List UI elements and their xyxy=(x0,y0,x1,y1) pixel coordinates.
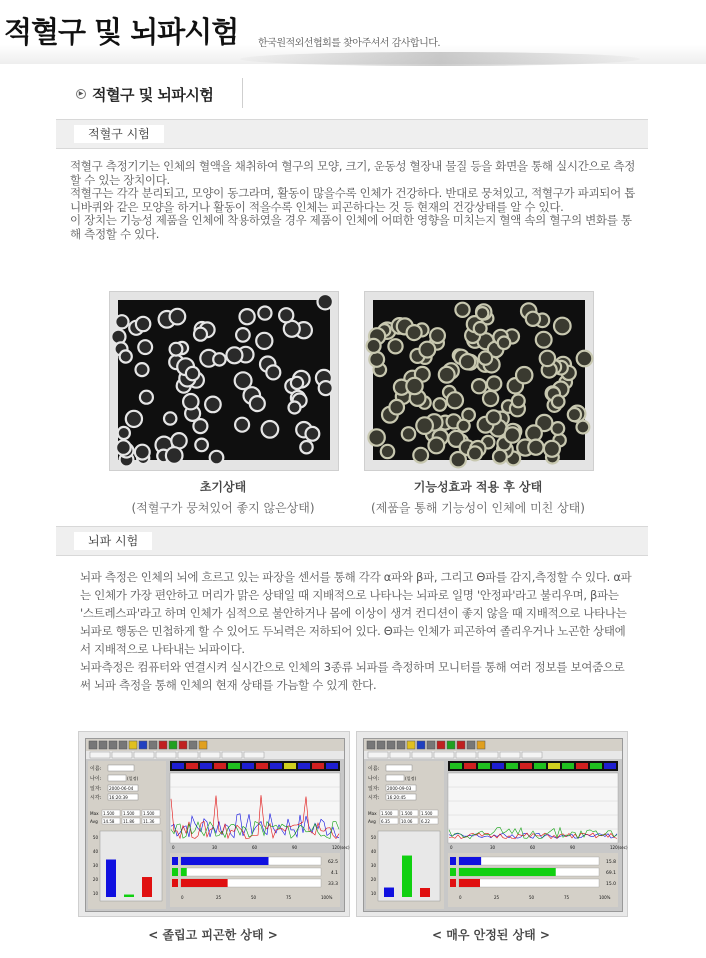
blood-cell xyxy=(458,420,470,432)
spectrum-segment xyxy=(186,763,198,769)
blood-cell xyxy=(483,391,498,406)
blood-cell xyxy=(256,333,272,349)
blood-cell xyxy=(300,441,312,453)
max-value: 1.500 xyxy=(123,811,135,816)
blood-cell xyxy=(474,322,487,335)
blood-cell xyxy=(266,365,280,379)
time-label: 시각: xyxy=(90,795,102,801)
blood-cell xyxy=(402,427,415,440)
ratio-tick-label: 100% xyxy=(321,895,333,900)
tab-eeg[interactable]: 뇌파 시험 xyxy=(74,532,152,550)
ratio-symbol xyxy=(172,857,178,865)
blood-cell xyxy=(170,309,186,325)
blood-cell-image xyxy=(118,300,330,460)
eeg-window-svg xyxy=(364,739,628,911)
blood-cell xyxy=(505,427,520,442)
ratio-bar-α xyxy=(181,868,187,876)
blood-cell xyxy=(183,394,198,409)
age-label: 나이: xyxy=(90,776,102,782)
blood-cell xyxy=(536,332,552,348)
x-tick-label: 90 xyxy=(292,845,298,850)
blood-cell xyxy=(210,451,224,465)
blood-cell xyxy=(306,427,320,441)
window-tab[interactable] xyxy=(90,752,110,758)
date-label: 일자: xyxy=(90,786,102,792)
blood-cell xyxy=(487,410,501,424)
blood-cell xyxy=(250,396,265,411)
toolbar-button[interactable] xyxy=(447,741,455,749)
toolbar-button[interactable] xyxy=(407,741,415,749)
age-field[interactable] xyxy=(108,775,126,781)
spectrum-segment xyxy=(270,763,282,769)
blood-cell xyxy=(120,350,132,362)
blood-cell xyxy=(291,377,303,389)
blood-cell xyxy=(205,397,221,413)
ratio-value: 15.0 xyxy=(605,882,616,887)
blood-cell xyxy=(540,351,555,366)
page-title: 적혈구 및 뇌파시험 xyxy=(92,86,214,104)
name-field[interactable] xyxy=(386,765,412,771)
window-tab[interactable] xyxy=(134,752,154,758)
window-tab[interactable] xyxy=(200,752,220,758)
toolbar-button[interactable] xyxy=(109,741,117,749)
blood-cell xyxy=(235,418,249,432)
rbc-photo-after xyxy=(364,291,594,471)
y-tick-label: 40 xyxy=(370,849,376,854)
toolbar-button[interactable] xyxy=(387,741,395,749)
x-tick-label: 90 xyxy=(570,845,576,850)
blood-cell xyxy=(528,440,543,455)
y-tick-label: 20 xyxy=(370,877,376,882)
ratio-bar-β xyxy=(459,857,481,865)
blood-cell xyxy=(126,411,142,427)
age-value: (일정) xyxy=(127,776,139,781)
blood-cells xyxy=(373,300,585,460)
blood-cell xyxy=(164,412,176,424)
spectrum-segment xyxy=(298,763,310,769)
rbc-caption-after xyxy=(354,478,602,516)
spectrum-segment xyxy=(464,763,476,769)
spectrum-segment xyxy=(450,763,462,769)
eeg-paragraph: 뇌파 측정은 인체의 뇌에 흐르고 있는 파장을 센서를 통해 각각 α파와 β파, 그리고 Θ파를 감지,측정할 수 있다. α파는 인체가 가장 편안하고 머리가 맑은 상태일 때 지배적으로 나타나는 뇌파로 일명 '안정파'라고 불리우며, β파는 '스트레스파'라고 하며 인체가 심적으로 불안하거나 몸에 이상이 생겨 컨디션이 좋지 않을 때 지배적으로 나타나는 뇌파로 행동은 민첩하게 할 수 있어도 두뇌력은 저하되어 있다. Θ파는 인체가 피곤하여 졸리우거나 노곤한 상태에서 지배적으로 나타내는 뇌파이다. 뇌파측정은 컴퓨터와 연결시켜 실시간으로 인체의 3종류 뇌파를 측정하며 모니터를 통해 여러 정보를 보여줌으로써 뇌파 측정을 통해 인체의 현재 상태를 가늠할 수 있게 한다. xyxy=(80,570,632,692)
caption-title: 초기상태 xyxy=(199,480,247,494)
blood-cell xyxy=(318,294,333,309)
blood-cell xyxy=(487,376,501,390)
spectrum-segment xyxy=(492,763,504,769)
toolbar-button[interactable] xyxy=(367,741,375,749)
blood-cell xyxy=(406,378,422,394)
ratio-symbol xyxy=(450,857,456,865)
toolbar-button[interactable] xyxy=(139,741,147,749)
y-tick-label: 10 xyxy=(92,891,98,896)
max-value: 1.500 xyxy=(401,811,413,816)
blood-cell xyxy=(498,337,511,350)
header-banner xyxy=(0,0,706,64)
blood-cell xyxy=(526,312,540,326)
eeg-screenshot-tired xyxy=(78,731,350,917)
blood-cell xyxy=(368,429,384,445)
play-circle-icon: ▶ xyxy=(76,89,86,99)
window-tab[interactable] xyxy=(478,752,498,758)
avg-value: 6.22 xyxy=(421,819,430,824)
ratio-symbol xyxy=(172,879,178,887)
toolbar-button[interactable] xyxy=(477,741,485,749)
blood-cell xyxy=(289,402,301,414)
blood-cell xyxy=(369,352,384,367)
blood-cell xyxy=(476,307,488,319)
spectrum-segment xyxy=(256,763,268,769)
wave-chart xyxy=(448,773,618,843)
y-tick-label: 50 xyxy=(370,835,376,840)
ratio-symbol xyxy=(450,879,456,887)
blood-cell xyxy=(115,315,128,328)
blood-cell xyxy=(434,398,447,411)
ratio-value: 62.5 xyxy=(327,860,338,865)
age-value: (일정) xyxy=(405,776,417,781)
ratio-bar-θ xyxy=(181,879,228,887)
x-tick-label: 120(sec) xyxy=(332,845,350,850)
blood-cell xyxy=(460,354,475,369)
blood-cell xyxy=(407,325,422,340)
blood-cell xyxy=(226,347,242,363)
window-tab[interactable] xyxy=(500,752,520,758)
site-title: 적혈구 및 뇌파시험 xyxy=(4,15,239,49)
y-tick-label: 30 xyxy=(370,863,376,868)
spectrum-segment xyxy=(534,763,546,769)
window-tab[interactable] xyxy=(368,752,388,758)
blood-cell xyxy=(116,440,131,455)
toolbar-button[interactable] xyxy=(89,741,97,749)
column-bar-θ xyxy=(142,877,152,897)
name-field[interactable] xyxy=(108,765,134,771)
blood-cell xyxy=(235,372,252,389)
blood-cell xyxy=(568,408,581,421)
date-label: 일자: xyxy=(368,786,380,792)
blood-cell xyxy=(240,309,255,324)
toolbar-button[interactable] xyxy=(99,741,107,749)
blood-cell xyxy=(262,421,279,438)
blood-cell xyxy=(136,317,150,331)
blood-cell xyxy=(258,307,271,320)
blood-cell xyxy=(455,303,469,317)
blood-cell xyxy=(135,445,150,460)
column-bar-β xyxy=(384,888,394,897)
toolbar-button[interactable] xyxy=(149,741,157,749)
site-tagline: 한국원적외선협회를 찾아주셔서 감사합니다. xyxy=(258,38,441,49)
ratio-track xyxy=(181,868,321,876)
blood-cells xyxy=(118,300,330,460)
window-tab[interactable] xyxy=(178,752,198,758)
blood-cell xyxy=(512,395,525,408)
x-tick-label: 60 xyxy=(252,845,258,850)
spectrum-segment xyxy=(562,763,574,769)
caption-note: (제품을 통해 기능성이 인체에 미친 상태) xyxy=(371,501,585,515)
toolbar-button[interactable] xyxy=(119,741,127,749)
spectrum-segment xyxy=(520,763,532,769)
caption-title: 기능성효과 적용 후 상태 xyxy=(413,480,543,494)
max-label: Max xyxy=(368,811,377,816)
blood-cell-image xyxy=(373,300,585,460)
section-bar-rbc xyxy=(56,119,648,149)
blood-cell xyxy=(367,339,381,353)
blood-cell xyxy=(140,391,153,404)
spectrum-segment xyxy=(506,763,518,769)
x-tick-label: 0 xyxy=(172,845,175,850)
avg-value: 11.36 xyxy=(143,819,155,824)
blood-cell xyxy=(388,339,402,353)
x-tick-label: 120(sec) xyxy=(610,845,628,850)
y-tick-label: 20 xyxy=(92,877,98,882)
ratio-value: 69.1 xyxy=(605,871,616,876)
blood-cell xyxy=(516,367,532,383)
x-tick-label: 30 xyxy=(212,845,218,850)
ratio-tick-label: 0 xyxy=(181,895,184,900)
banner-shadow xyxy=(240,52,640,66)
spectrum-segment xyxy=(312,763,324,769)
blood-cell xyxy=(118,427,130,439)
ratio-value: 4.1 xyxy=(330,871,338,876)
window-tab[interactable] xyxy=(244,752,264,758)
blood-cell xyxy=(194,328,207,341)
ratio-symbol xyxy=(450,868,456,876)
ratio-tick-label: 50 xyxy=(529,895,535,900)
toolbar-button[interactable] xyxy=(129,741,137,749)
blood-cell xyxy=(166,447,183,464)
blood-cell xyxy=(428,438,444,454)
avg-label: Avg xyxy=(368,819,376,824)
toolbar-button[interactable] xyxy=(427,741,435,749)
spectrum-segment xyxy=(172,763,184,769)
ratio-tick-label: 75 xyxy=(286,895,292,900)
blood-cell xyxy=(111,330,125,344)
spectrum-segment xyxy=(604,763,616,769)
rbc-photo-before xyxy=(109,291,339,471)
blood-cell xyxy=(136,363,149,376)
ratio-tick-label: 25 xyxy=(216,895,222,900)
toolbar-button[interactable] xyxy=(377,741,385,749)
y-tick-label: 50 xyxy=(92,835,98,840)
blood-cell xyxy=(236,328,250,342)
blood-cell xyxy=(389,400,404,415)
ratio-tick-label: 75 xyxy=(564,895,570,900)
spectrum-segment xyxy=(284,763,296,769)
blood-cell xyxy=(472,379,486,393)
toolbar-button[interactable] xyxy=(159,741,167,749)
avg-label: Avg xyxy=(90,819,98,824)
time-value: 16:20:39 xyxy=(109,795,128,800)
date-value: 2000-06-04 xyxy=(109,786,134,791)
toolbar-button[interactable] xyxy=(437,741,445,749)
ratio-value: 15.8 xyxy=(605,860,616,865)
caption-note: (적혈구가 뭉쳐있어 좋지 않은상태) xyxy=(131,501,315,515)
blood-cell xyxy=(381,445,394,458)
spectrum-segment xyxy=(326,763,338,769)
window-tab[interactable] xyxy=(156,752,176,758)
eeg-caption-tired: < 졸립고 피곤한 상태 > xyxy=(148,928,278,942)
time-value: 16:20:45 xyxy=(387,795,406,800)
window-tab[interactable] xyxy=(456,752,476,758)
blood-cell xyxy=(138,340,152,354)
max-value: 1.500 xyxy=(421,811,433,816)
blood-cell xyxy=(170,343,183,356)
ratio-bar-θ xyxy=(459,879,480,887)
max-value: 1.500 xyxy=(143,811,155,816)
age-field[interactable] xyxy=(386,775,404,781)
ratio-tick-label: 50 xyxy=(251,895,257,900)
max-value: 1.500 xyxy=(381,811,393,816)
ratio-value: 33.3 xyxy=(327,882,338,887)
age-label: 나이: xyxy=(368,776,380,782)
blood-cell xyxy=(447,392,463,408)
column-bar-α xyxy=(402,856,412,897)
blood-cell xyxy=(439,367,455,383)
wave-chart xyxy=(170,773,340,843)
rbc-caption-before xyxy=(109,478,337,516)
spectrum-segment xyxy=(548,763,560,769)
name-label: 이름: xyxy=(90,766,102,772)
page-heading xyxy=(56,78,243,108)
max-label: Max xyxy=(90,811,99,816)
window-tab[interactable] xyxy=(222,752,242,758)
blood-cell xyxy=(416,417,433,434)
toolbar-button[interactable] xyxy=(457,741,465,749)
spectrum-segment xyxy=(590,763,602,769)
blood-cell xyxy=(413,448,428,463)
window-tab[interactable] xyxy=(522,752,542,758)
blood-cell xyxy=(319,381,333,395)
blood-cell xyxy=(430,328,445,343)
rbc-paragraph: 적혈구 측정기기는 인체의 혈액을 채취하여 혈구의 모양, 크기, 운동성 혈장내 물질 등을 화면을 통해 실시간으로 측정할 수 있는 장치이다. 적혈구는 각각 분리되고, 모양이 동그라며, 활동이 많을수록 인체가 건강하다. 반대로 뭉쳐있고, 적혈구가 파괴되어 톱니바퀴와 같은 모양을 하거나 활동이 적을수록 인체는 피곤하다는 것 등 현재의 건강상태를 알 수 있다. 이 장치는 기능성 제품을 인체에 착용하였을 경우 제품이 인체에 어떠한 영향을 미치는지 혈액 속의 혈구의 변화를 통해 측정할 수 있다. xyxy=(70,159,636,241)
eeg-caption-stable: < 매우 안정된 상태 > xyxy=(432,928,550,942)
avg-value: 10.06 xyxy=(401,819,413,824)
toolbar-button[interactable] xyxy=(189,741,197,749)
x-tick-label: 30 xyxy=(490,845,496,850)
ratio-bar-α xyxy=(459,868,556,876)
spectrum-segment xyxy=(228,763,240,769)
toolbar-button[interactable] xyxy=(397,741,405,749)
window-tab[interactable] xyxy=(434,752,454,758)
x-tick-label: 0 xyxy=(450,845,453,850)
blood-cell xyxy=(213,353,225,365)
ratio-bar-β xyxy=(181,857,269,865)
blood-cell xyxy=(279,308,293,322)
avg-value: 11.86 xyxy=(123,819,135,824)
ratio-tick-label: 0 xyxy=(459,895,462,900)
window-tab[interactable] xyxy=(412,752,432,758)
y-tick-label: 40 xyxy=(92,849,98,854)
ratio-symbol xyxy=(172,868,178,876)
toolbar-button[interactable] xyxy=(199,741,207,749)
column-bar-β xyxy=(106,860,116,898)
spectrum-segment xyxy=(576,763,588,769)
x-tick-label: 60 xyxy=(530,845,536,850)
toolbar-button[interactable] xyxy=(417,741,425,749)
column-bar-α xyxy=(124,895,134,897)
tab-rbc[interactable]: 적혈구 시험 xyxy=(74,125,164,143)
toolbar-button[interactable] xyxy=(467,741,475,749)
avg-value: 6.35 xyxy=(381,819,390,824)
spectrum-segment xyxy=(242,763,254,769)
name-label: 이름: xyxy=(368,766,380,772)
blood-cell xyxy=(526,425,542,441)
y-tick-label: 10 xyxy=(370,891,376,896)
blood-cell xyxy=(479,351,492,364)
time-label: 시각: xyxy=(368,795,380,801)
spectrum-segment xyxy=(200,763,212,769)
column-bar-θ xyxy=(420,888,430,897)
max-value: 1.500 xyxy=(103,811,115,816)
ratio-tick-label: 100% xyxy=(599,895,611,900)
blood-cell xyxy=(468,446,482,460)
window-tab[interactable] xyxy=(390,752,410,758)
avg-value: 14.58 xyxy=(103,819,115,824)
eeg-software-window xyxy=(85,738,350,912)
blood-cell xyxy=(195,439,208,452)
toolbar-button[interactable] xyxy=(179,741,187,749)
blood-cell xyxy=(419,342,435,358)
date-value: 2000-09-03 xyxy=(387,786,412,791)
toolbar-button[interactable] xyxy=(169,741,177,749)
spectrum-segment xyxy=(214,763,226,769)
blood-cell xyxy=(554,318,571,335)
eeg-window-svg xyxy=(86,739,350,911)
blood-cell xyxy=(544,441,560,457)
blood-cell xyxy=(193,419,207,433)
blood-cell xyxy=(577,351,593,367)
blood-cell xyxy=(552,395,565,408)
eeg-screenshot-stable xyxy=(356,731,628,917)
window-tab[interactable] xyxy=(112,752,132,758)
y-tick-label: 30 xyxy=(92,863,98,868)
blood-cell xyxy=(493,450,507,464)
ratio-tick-label: 25 xyxy=(494,895,500,900)
eeg-software-window xyxy=(363,738,628,912)
spectrum-segment xyxy=(478,763,490,769)
section-bar-eeg xyxy=(56,526,648,556)
blood-cell xyxy=(186,367,199,380)
